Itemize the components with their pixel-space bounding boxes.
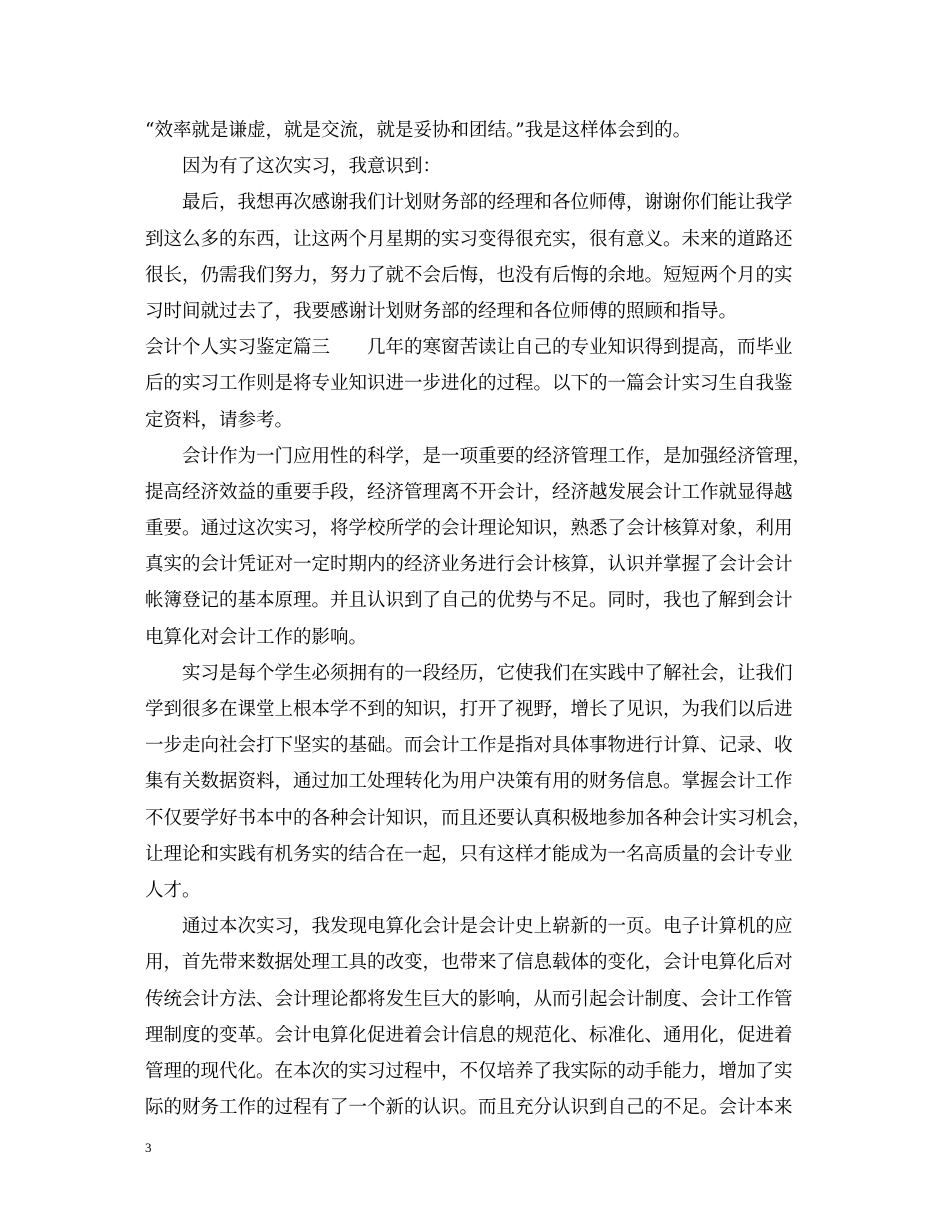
text-line: 定资料，请参考。 xyxy=(145,409,294,431)
text-line: 让理论和实践有机务实的结合在一起，只有这样才能成为一名高质量的会计专业 xyxy=(145,843,793,865)
text-line: 际的财务工作的过程有了一个新的认识。而且充分认识到自己的不足。会计本来 xyxy=(145,1097,793,1119)
text-line: 习时间就过去了，我要感谢计划财务部的经理和各位师傅的照顾和指导。 xyxy=(145,300,738,322)
text-line: 电算化对会计工作的影响。 xyxy=(145,626,368,648)
text-line: 帐簿登记的基本原理。并且认识到了自己的优势与不足。同时，我也了解到会计 xyxy=(145,590,793,612)
text-line: 集有关数据资料，通过加工处理转化为用户决策有用的财务信息。掌握会计工作 xyxy=(145,771,793,793)
text-line: 后的实习工作则是将专业知识进一步进化的过程。以下的一篇会计实习生自我鉴 xyxy=(145,373,793,395)
text-line: 会计作为一门应用性的科学，是一项重要的经济管理工作，是加强经济管理， xyxy=(182,445,812,467)
text-line: 提高经济效益的重要手段，经济管理离不开会计，经济越发展会计工作就显得越 xyxy=(145,481,793,503)
text-line: 传统会计方法、会计理论都将发生巨大的影响，从而引起会计制度、会计工作管 xyxy=(145,988,793,1010)
text-line: 人才。 xyxy=(145,879,201,901)
text-line: 因为有了这次实习，我意识到： xyxy=(182,156,442,178)
text-line: 重要。通过这次实习，将学校所学的会计理论知识，熟悉了会计核算对象，利用 xyxy=(145,518,793,540)
text-line: 会计个人实习鉴定篇三 几年的寒窗苦读让自己的专业知识得到提高，而毕业 xyxy=(145,337,793,359)
text-line: 很长，仍需我们努力，努力了就不会后悔，也没有后悔的余地。短短两个月的实 xyxy=(145,264,793,286)
text-line: 最后，我想再次感谢我们计划财务部的经理和各位师傅，谢谢你们能让我学 xyxy=(182,192,793,214)
body-text xyxy=(145,113,810,1126)
text-line: 实习是每个学生必须拥有的一段经历，它使我们在实践中了解社会，让我们 xyxy=(182,662,793,684)
text-line: “效率就是谦虚，就是交流，就是妥协和团结。”我是这样体会到的。 xyxy=(145,120,692,141)
text-line: 不仅要学好书本中的各种会计知识，而且还要认真积极地参加各种会计实习机会， xyxy=(145,807,812,829)
text-line: 用，首先带来数据处理工具的改变，也带来了信息载体的变化，会计电算化后对 xyxy=(145,952,793,974)
text-line: 通过本次实习，我发现电算化会计是会计史上崭新的一页。电子计算机的应 xyxy=(182,916,793,938)
text-line: 管理的现代化。在本次的实习过程中，不仅培养了我实际的动手能力，增加了实 xyxy=(145,1060,793,1082)
text-line: 学到很多在课堂上根本学不到的知识，打开了视野，增长了见识，为我们以后进 xyxy=(145,699,793,720)
text-line: 真实的会计凭证对一定时期内的经济业务进行会计核算，认识并掌握了会计会计 xyxy=(145,554,793,576)
page-number: 3 xyxy=(145,1140,152,1155)
text-line: 到这么多的东西，让这两个月星期的实习变得很充实，很有意义。未来的道路还 xyxy=(145,228,793,250)
text-line: 理制度的变革。会计电算化促进着会计信息的规范化、标准化、通用化，促进着 xyxy=(145,1024,793,1046)
text-line: 一步走向社会打下坚实的基础。而会计工作是指对具体事物进行计算、记录、收 xyxy=(145,735,793,757)
